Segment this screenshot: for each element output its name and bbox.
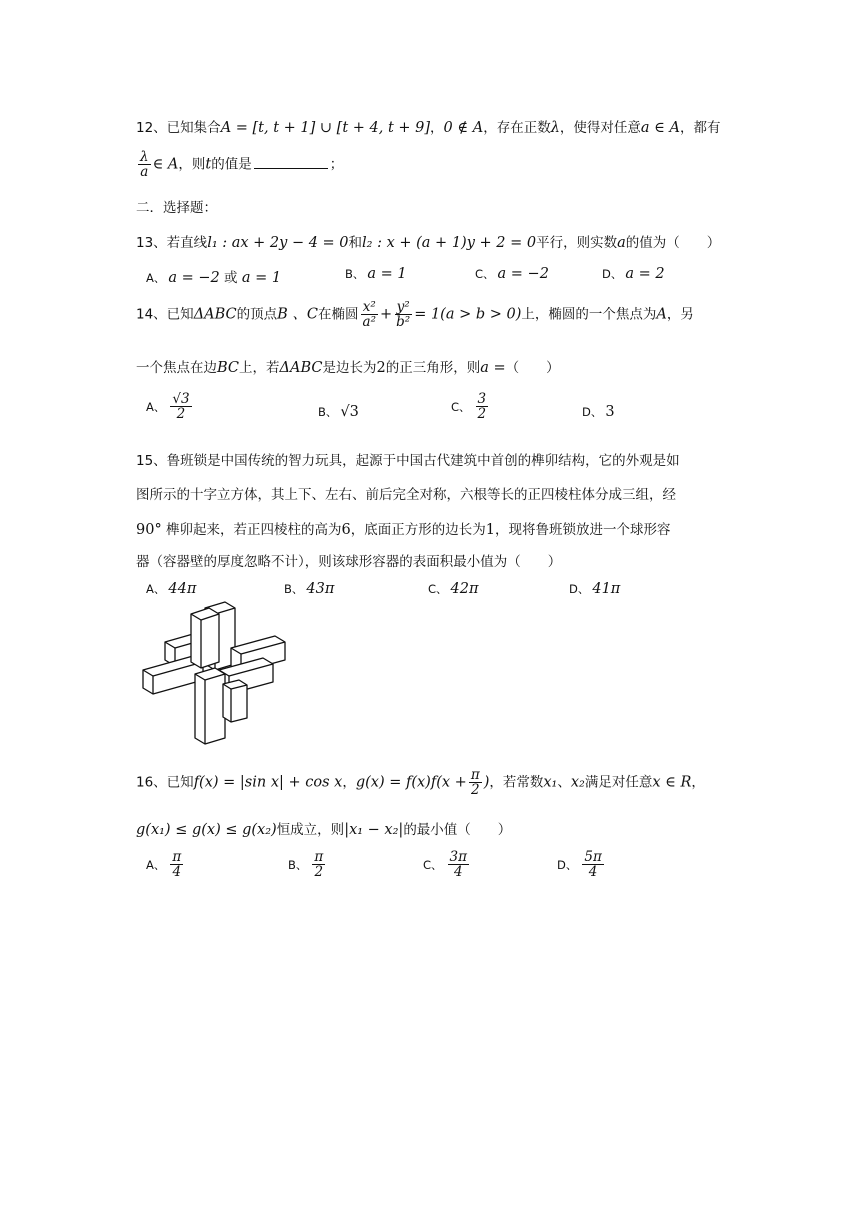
q12-line1 — [136, 116, 720, 136]
answer-blank — [254, 168, 328, 169]
fraction — [476, 392, 489, 421]
q13-option-c[interactable] — [475, 266, 549, 282]
option-text: 或 — [219, 270, 242, 286]
text: 12、已知集合 — [136, 120, 221, 136]
frac-den: 4 — [172, 864, 182, 881]
q14-line1 — [136, 300, 694, 329]
text: 榫卯起来，若正四棱柱的高为 — [161, 522, 342, 538]
text: ，另 — [666, 306, 694, 323]
q15-option-b[interactable] — [284, 581, 334, 597]
text: （ ） — [505, 360, 560, 376]
frac-den: a² — [362, 314, 376, 331]
text: ，底面正方形的边长为 — [350, 522, 486, 538]
text: 是边长为 — [322, 360, 377, 376]
text: 的值是 — [211, 156, 252, 173]
text: 16、已知 — [136, 774, 194, 791]
q14-option-c[interactable] — [451, 392, 490, 421]
math-t: t — [205, 156, 212, 173]
q15-line1: 15、鲁班锁是中国传统的智力玩具，起源于中国古代建筑中首创的榫卯结构，它的外观是如 — [136, 453, 680, 469]
math-one: 1 — [485, 522, 495, 538]
option-label: D、 — [557, 857, 578, 872]
option-text: a = 1 — [241, 270, 282, 286]
math-condition: 0 ∉ A — [443, 120, 484, 136]
option-label: C、 — [475, 267, 495, 281]
q14-option-a[interactable] — [146, 392, 194, 421]
frac-den: 2 — [176, 406, 186, 423]
text: 的值为（ ） — [625, 235, 721, 251]
math-f-def: f(x) = |sin x| + cos x — [193, 774, 343, 791]
frac-num: 3 — [477, 391, 487, 407]
option-text: 44π — [168, 581, 197, 597]
text: 、 — [557, 774, 571, 791]
frac-num: x² — [362, 299, 376, 315]
math-triangle: ΔABC — [279, 360, 323, 376]
q13-option-b[interactable] — [345, 266, 407, 282]
fraction-y2-b2 — [394, 300, 412, 329]
q15-line3 — [136, 518, 670, 538]
fraction — [170, 392, 191, 421]
frac-num: 3π — [449, 849, 467, 865]
text: 在椭圆 — [318, 306, 359, 323]
luban-lock-figure — [135, 600, 295, 750]
option-text: a = 1 — [367, 266, 407, 282]
text: 的正三角形，则 — [385, 360, 481, 376]
math-ellipse-rest: = 1(a > b > 0) — [414, 306, 522, 323]
frac-den: 4 — [453, 864, 463, 881]
q16-line2 — [136, 818, 511, 838]
text: ，存在正数 — [483, 120, 551, 136]
math-two: 2 — [376, 360, 386, 376]
math-x-in-r: x ∈ R — [652, 774, 692, 791]
q16-option-c[interactable] — [423, 850, 471, 879]
option-label: B、 — [345, 267, 365, 281]
text: 上，椭圆的一个焦点为 — [521, 306, 657, 323]
fraction-lambda-over-a — [138, 150, 151, 179]
option-label: A、 — [146, 399, 166, 414]
fraction — [312, 850, 325, 879]
math-set-a: A = [t, t + 1] ∪ [t + 4, t + 9] — [220, 120, 431, 136]
text: 的顶点 — [236, 306, 278, 323]
fraction — [448, 850, 469, 879]
q16-option-a[interactable] — [146, 850, 185, 879]
text: ，使得对任意 — [559, 120, 641, 136]
fraction — [582, 850, 603, 879]
text: ，则 — [178, 156, 206, 173]
math-x1: x₁ — [543, 774, 558, 791]
option-label: C、 — [451, 399, 471, 414]
frac-num: π — [470, 767, 480, 783]
text: ， — [430, 120, 444, 136]
frac-den: 2 — [314, 864, 324, 881]
option-label: D、 — [582, 405, 603, 419]
q16-option-b[interactable] — [288, 850, 327, 879]
text: 平行，则实数 — [536, 235, 618, 251]
math-triangle: ΔABC — [193, 306, 237, 323]
option-label: B、 — [284, 582, 304, 596]
fraction — [170, 850, 183, 879]
option-label: A、 — [146, 271, 166, 285]
math-inequality: g(x₁) ≤ g(x) ≤ g(x₂) — [136, 822, 277, 838]
text: ； — [329, 156, 344, 173]
option-text: √3 — [340, 404, 359, 420]
math-abs-diff: |x₁ − x₂| — [344, 822, 404, 838]
section-title: 二．选择题： — [136, 200, 217, 216]
math-g-def: g(x) = f(x)f(x + — [355, 774, 467, 791]
frac-den: a — [140, 164, 149, 181]
frac-num: λ — [140, 149, 149, 165]
math-line-l2: l₂ : x + (a + 1)y + 2 = 0 — [362, 235, 537, 251]
text: 14、已知 — [136, 306, 194, 323]
q15-line4: 器（容器壁的厚度忽略不计），则该球形容器的表面积最小值为（ ） — [136, 554, 562, 570]
option-text: 43π — [306, 581, 335, 597]
option-text: a = −2 — [497, 266, 549, 282]
text: 恒成立，则 — [276, 822, 345, 838]
math-bc-side: BC — [217, 360, 240, 376]
option-text: a = 2 — [625, 266, 665, 282]
text: 13、若直线 — [136, 235, 208, 251]
math-x2: x₂ — [570, 774, 585, 791]
math-line-l1: l₁ : ax + 2y − 4 = 0 — [207, 235, 349, 251]
q13-stem — [136, 231, 720, 251]
fraction-x2-a2 — [361, 300, 378, 329]
text: ， — [691, 774, 705, 791]
option-text: a = −2 — [168, 270, 220, 286]
fraction-pi-over-2 — [469, 768, 482, 797]
math-plus: + — [379, 306, 393, 323]
option-text: 42π — [450, 581, 479, 597]
frac-den: 4 — [588, 864, 598, 881]
q16-line1 — [136, 768, 705, 797]
math-a-point: A — [656, 306, 667, 323]
option-label: C、 — [428, 582, 448, 596]
q15-option-a[interactable] — [146, 581, 196, 597]
q16-option-d[interactable] — [557, 850, 606, 879]
q13-option-a[interactable] — [146, 266, 281, 286]
option-label: D、 — [602, 267, 623, 281]
option-label: B、 — [318, 405, 338, 419]
math-90-degrees: 90° — [136, 522, 162, 538]
math-in-a: ∈ A — [152, 156, 179, 173]
q14-line2 — [136, 356, 560, 376]
math-a-eq: a = — [480, 360, 506, 376]
q15-option-c[interactable] — [428, 581, 479, 597]
option-label: A、 — [146, 857, 166, 872]
frac-den: b² — [396, 314, 411, 331]
frac-den: 2 — [477, 406, 487, 423]
frac-num: π — [314, 849, 324, 865]
math-a-in-a: a ∈ A — [640, 120, 680, 136]
text: ， — [342, 774, 356, 791]
option-label: C、 — [423, 857, 443, 872]
option-text: 3 — [605, 404, 615, 420]
q12-line2 — [136, 150, 343, 179]
option-label: D、 — [569, 582, 590, 596]
text: 满足对任意 — [584, 774, 653, 791]
frac-num: √3 — [172, 391, 190, 407]
option-label: B、 — [288, 857, 308, 872]
text: 和 — [348, 235, 363, 251]
math-bc: B 、C — [277, 306, 319, 323]
q13-option-d[interactable] — [602, 266, 665, 282]
text: ，若常数 — [489, 774, 544, 791]
text: ，都有 — [679, 120, 721, 136]
text: ，现将鲁班锁放进一个球形容 — [494, 522, 671, 538]
option-label: A、 — [146, 582, 166, 596]
option-text: 41π — [592, 581, 621, 597]
q15-line2: 图所示的十字立方体，其上下、左右、前后完全对称，六根等长的正四棱柱体分成三组，经 — [136, 487, 676, 503]
text: 上，若 — [239, 360, 280, 376]
math-close-paren: ) — [483, 774, 490, 791]
frac-num: 5π — [584, 849, 602, 865]
frac-num: y² — [396, 299, 410, 315]
math-six: 6 — [341, 522, 351, 538]
frac-den: 2 — [470, 782, 480, 799]
q15-option-d[interactable] — [569, 581, 620, 597]
frac-num: π — [172, 849, 182, 865]
q14-option-d[interactable] — [582, 404, 615, 420]
text: 的最小值（ ） — [403, 822, 512, 838]
math-lambda: λ — [550, 120, 560, 136]
text: 一个焦点在边 — [136, 360, 217, 376]
q14-option-b[interactable] — [318, 404, 359, 420]
math-a: a — [617, 235, 626, 251]
